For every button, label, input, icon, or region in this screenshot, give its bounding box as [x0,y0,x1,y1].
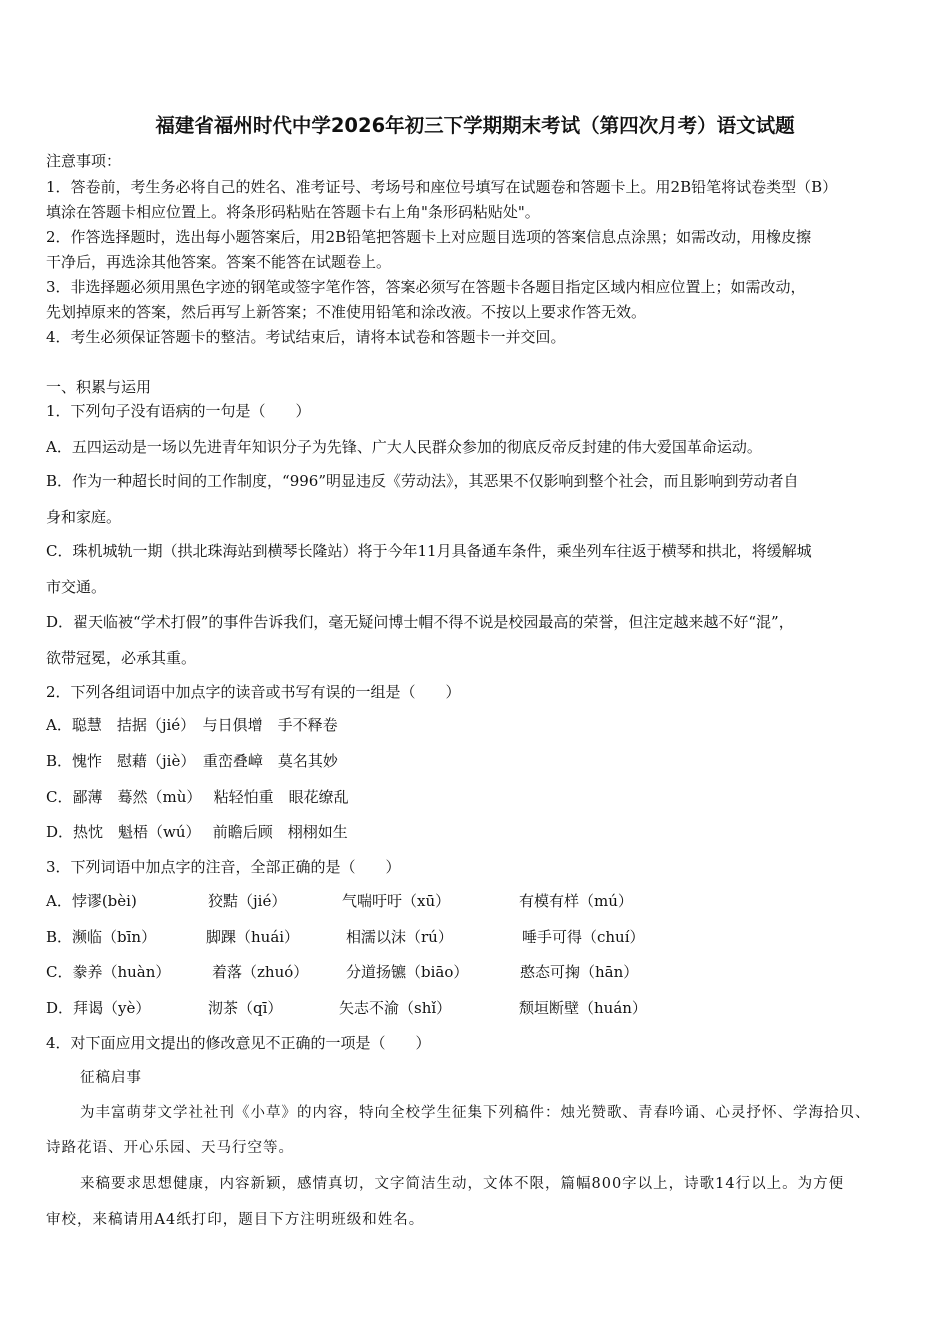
q3-option-b-word-4: 唾手可得（chuí） [522,928,645,946]
q3-option-c-word-2: 着落（zhuó） [212,963,309,981]
notice-line: 3．非选择题必须用黑色字迹的钢笔或签字笔作答，答案必须写在答题卡各题目指定区域内相应位置上；如需改动， [46,278,806,296]
q3-option-b-word-2: 脚踝（huái） [206,928,300,946]
q2-option-a: A．聪慧 拮据（jié） 与日俱增 手不释卷 [46,716,338,734]
question-2-stem: 2．下列各组词语中加点字的读音或书写有误的一组是（ ） [46,683,461,701]
notice-line: 4．考生必须保证答题卡的整洁。考试结束后，请将本试卷和答题卡一并交回。 [46,328,566,346]
q3-option-d-word-1: D．拜谒（yè） [46,999,151,1017]
notice-line: 先划掉原来的答案，然后再写上新答案；不准使用铅笔和涂改液。不按以上要求作答无效。 [46,303,647,321]
notice-doc-paragraph-cont: 审校，来稿请用A4纸打印，题目下方注明班级和姓名。 [46,1212,425,1228]
q3-option-a-word-1: A．悖谬(bèi) [46,892,137,910]
q1-option-c-cont: 市交通。 [46,578,107,596]
q3-option-c-word-3: 分道扬镳（biāo） [346,963,469,981]
q3-option-b-word-3: 相濡以沫（rú） [346,928,453,946]
q2-option-c: C．鄙薄 蓦然（mù） 粘轻怕重 眼花缭乱 [46,788,349,806]
q2-option-b: B．愧怍 慰藉（jiè） 重峦叠嶂 莫名其妙 [46,752,338,770]
q1-option-d: D．翟天临被“学术打假”的事件告诉我们，毫无疑问博士帽不得不说是校园最高的荣誉，但注定越来越不好“混”， [46,613,794,631]
q2-option-d: D．热忱 魁梧（wú） 前瞻后顾 栩栩如生 [46,823,348,841]
notice-heading: 注意事项： [46,152,122,170]
question-3-stem: 3．下列词语中加点字的注音，全部正确的是（ ） [46,858,401,876]
notice-line: 2．作答选择题时，选出每小题答案后，用2B铅笔把答题卡上对应题目选项的答案信息点涂黑；如需改动，用橡皮擦 [46,228,812,246]
question-1-stem: 1．下列句子没有语病的一句是（ ） [46,402,311,420]
notice-doc-paragraph: 来稿要求思想健康，内容新颖，感情真切，文字简洁生动，文体不限，篇幅800字以上，诗歌14行以上。为方便 [80,1176,845,1192]
q1-option-d-cont: 欲带冠冕，必承其重。 [46,649,197,667]
q3-option-d-word-3: 矢志不渝（shǐ） [339,999,452,1017]
q1-option-b-cont: 身和家庭。 [46,508,122,526]
notice-doc-paragraph-cont: 诗路花语、开心乐园、天马行空等。 [46,1140,294,1156]
notice-doc-title: 征稿启事 [80,1070,142,1086]
q1-option-a: A．五四运动是一场以先进青年知识分子为先锋、广大人民群众参加的彻底反帝反封建的伟大爱国革命运动。 [46,438,762,456]
q3-option-a-word-4: 有模有样（mú） [519,892,633,910]
q1-option-b: B．作为一种超长时间的工作制度，“996”明显违反《劳动法》，其恶果不仅影响到整个社会，而且影响到劳动者自 [46,472,799,490]
notice-doc-paragraph: 为丰富萌芽文学社社刊《小草》的内容，特向全校学生征集下列稿件：烛光赞歌、青春吟诵、心灵抒怀、学海拾贝、 [80,1105,871,1121]
question-4-stem: 4．对下面应用文提出的修改意见不正确的一项是（ ） [46,1034,431,1052]
notice-line: 1．答卷前，考生务必将自己的姓名、准考证号、考场号和座位号填写在试题卷和答题卡上。用2B铅笔将试卷类型（B） [46,178,838,196]
q3-option-c-word-4: 憨态可掬（hān） [520,963,639,981]
section-heading: 一、积累与运用 [46,378,152,396]
notice-line: 干净后，再选涂其他答案。答案不能答在试题卷上。 [46,253,392,271]
q3-option-a-word-2: 狡黠（jié） [208,892,287,910]
q3-option-a-word-3: 气喘吁吁（xū） [342,892,451,910]
q3-option-d-word-2: 沏茶（qī） [208,999,283,1017]
page-title: 福建省福州时代中学2026年初三下学期期末考试（第四次月考）语文试题 [155,114,795,137]
notice-line: 填涂在答题卡相应位置上。将条形码粘贴在答题卡右上角"条形码粘贴处"。 [46,203,540,221]
q3-option-b-word-1: B．濒临（bīn） [46,928,157,946]
q3-option-c-word-1: C．豢养（huàn） [46,963,171,981]
q1-option-c: C．珠机城轨一期（拱北珠海站到横琴长隆站）将于今年11月具备通车条件，乘坐列车往返于横琴和拱北，将缓解城 [46,542,812,560]
q3-option-d-word-4: 颓垣断壁（huán） [519,999,647,1017]
